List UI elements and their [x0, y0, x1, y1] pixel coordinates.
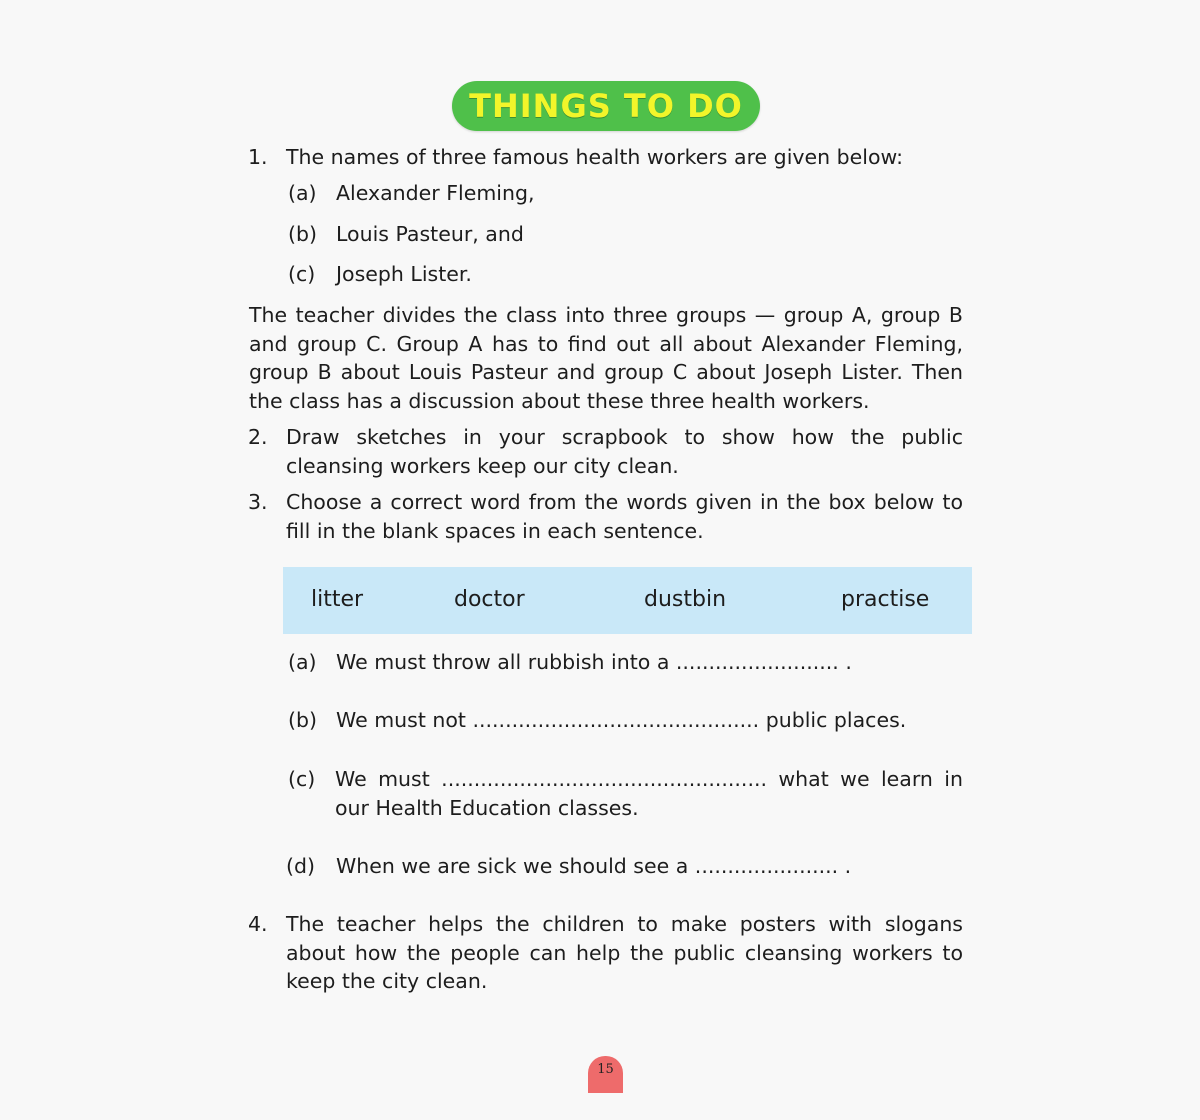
item-text: The teacher helps the children to make posters with slogans about how the people can help the public cleansing workers to keep the city clean. — [286, 912, 963, 994]
sentence-label: (b) — [288, 708, 318, 732]
item-number: 3. — [248, 490, 268, 514]
sentence-text: We must .................................................. what we learn in our Health Education classes. — [335, 767, 963, 820]
subitem-text: Joseph Lister. — [336, 262, 472, 286]
word-option: doctor — [454, 587, 525, 612]
sentence-label: (a) — [288, 650, 317, 674]
page-number-tab — [588, 1056, 623, 1093]
page-title: THINGS TO DO — [469, 87, 743, 125]
sentence-text: When we are sick we should see a ...................... . — [336, 854, 852, 878]
item-paragraph: The teacher divides the class into three groups — group A, group B and group C. Group A has to find out all about Alexander Fleming, group B about Louis Pasteur and group C about Joseph Lister. Then the class has a discussion about these three health workers. — [249, 303, 963, 414]
word-option: dustbin — [644, 587, 727, 612]
sentence-text: We must throw all rubbish into a ......................... . — [336, 650, 852, 674]
word-option: practise — [841, 587, 930, 612]
title-banner — [452, 81, 760, 131]
sentence-label: (d) — [286, 854, 316, 878]
page-number: 15 — [597, 1062, 614, 1077]
item-number: 4. — [248, 912, 268, 936]
item-number: 1. — [248, 145, 268, 169]
sentence-label: (c) — [288, 767, 316, 791]
item-number: 2. — [248, 425, 268, 449]
subitem-label: (b) — [288, 222, 318, 246]
word-option: litter — [311, 587, 364, 612]
word-box — [283, 567, 972, 634]
item-text: Choose a correct word from the words given in the box below to fill in the blank spaces in each sentence. — [286, 490, 963, 543]
subitem-text: Alexander Fleming, — [336, 181, 535, 205]
subitem-label: (a) — [288, 181, 317, 205]
subitem-text: Louis Pasteur, and — [336, 222, 524, 246]
item-text: Draw sketches in your scrapbook to show how the public cleansing workers keep our city clean. — [286, 425, 963, 478]
sentence-text: We must not ............................................ public places. — [336, 708, 907, 732]
subitem-label: (c) — [288, 262, 316, 286]
item-text: The names of three famous health workers are given below: — [286, 145, 904, 169]
